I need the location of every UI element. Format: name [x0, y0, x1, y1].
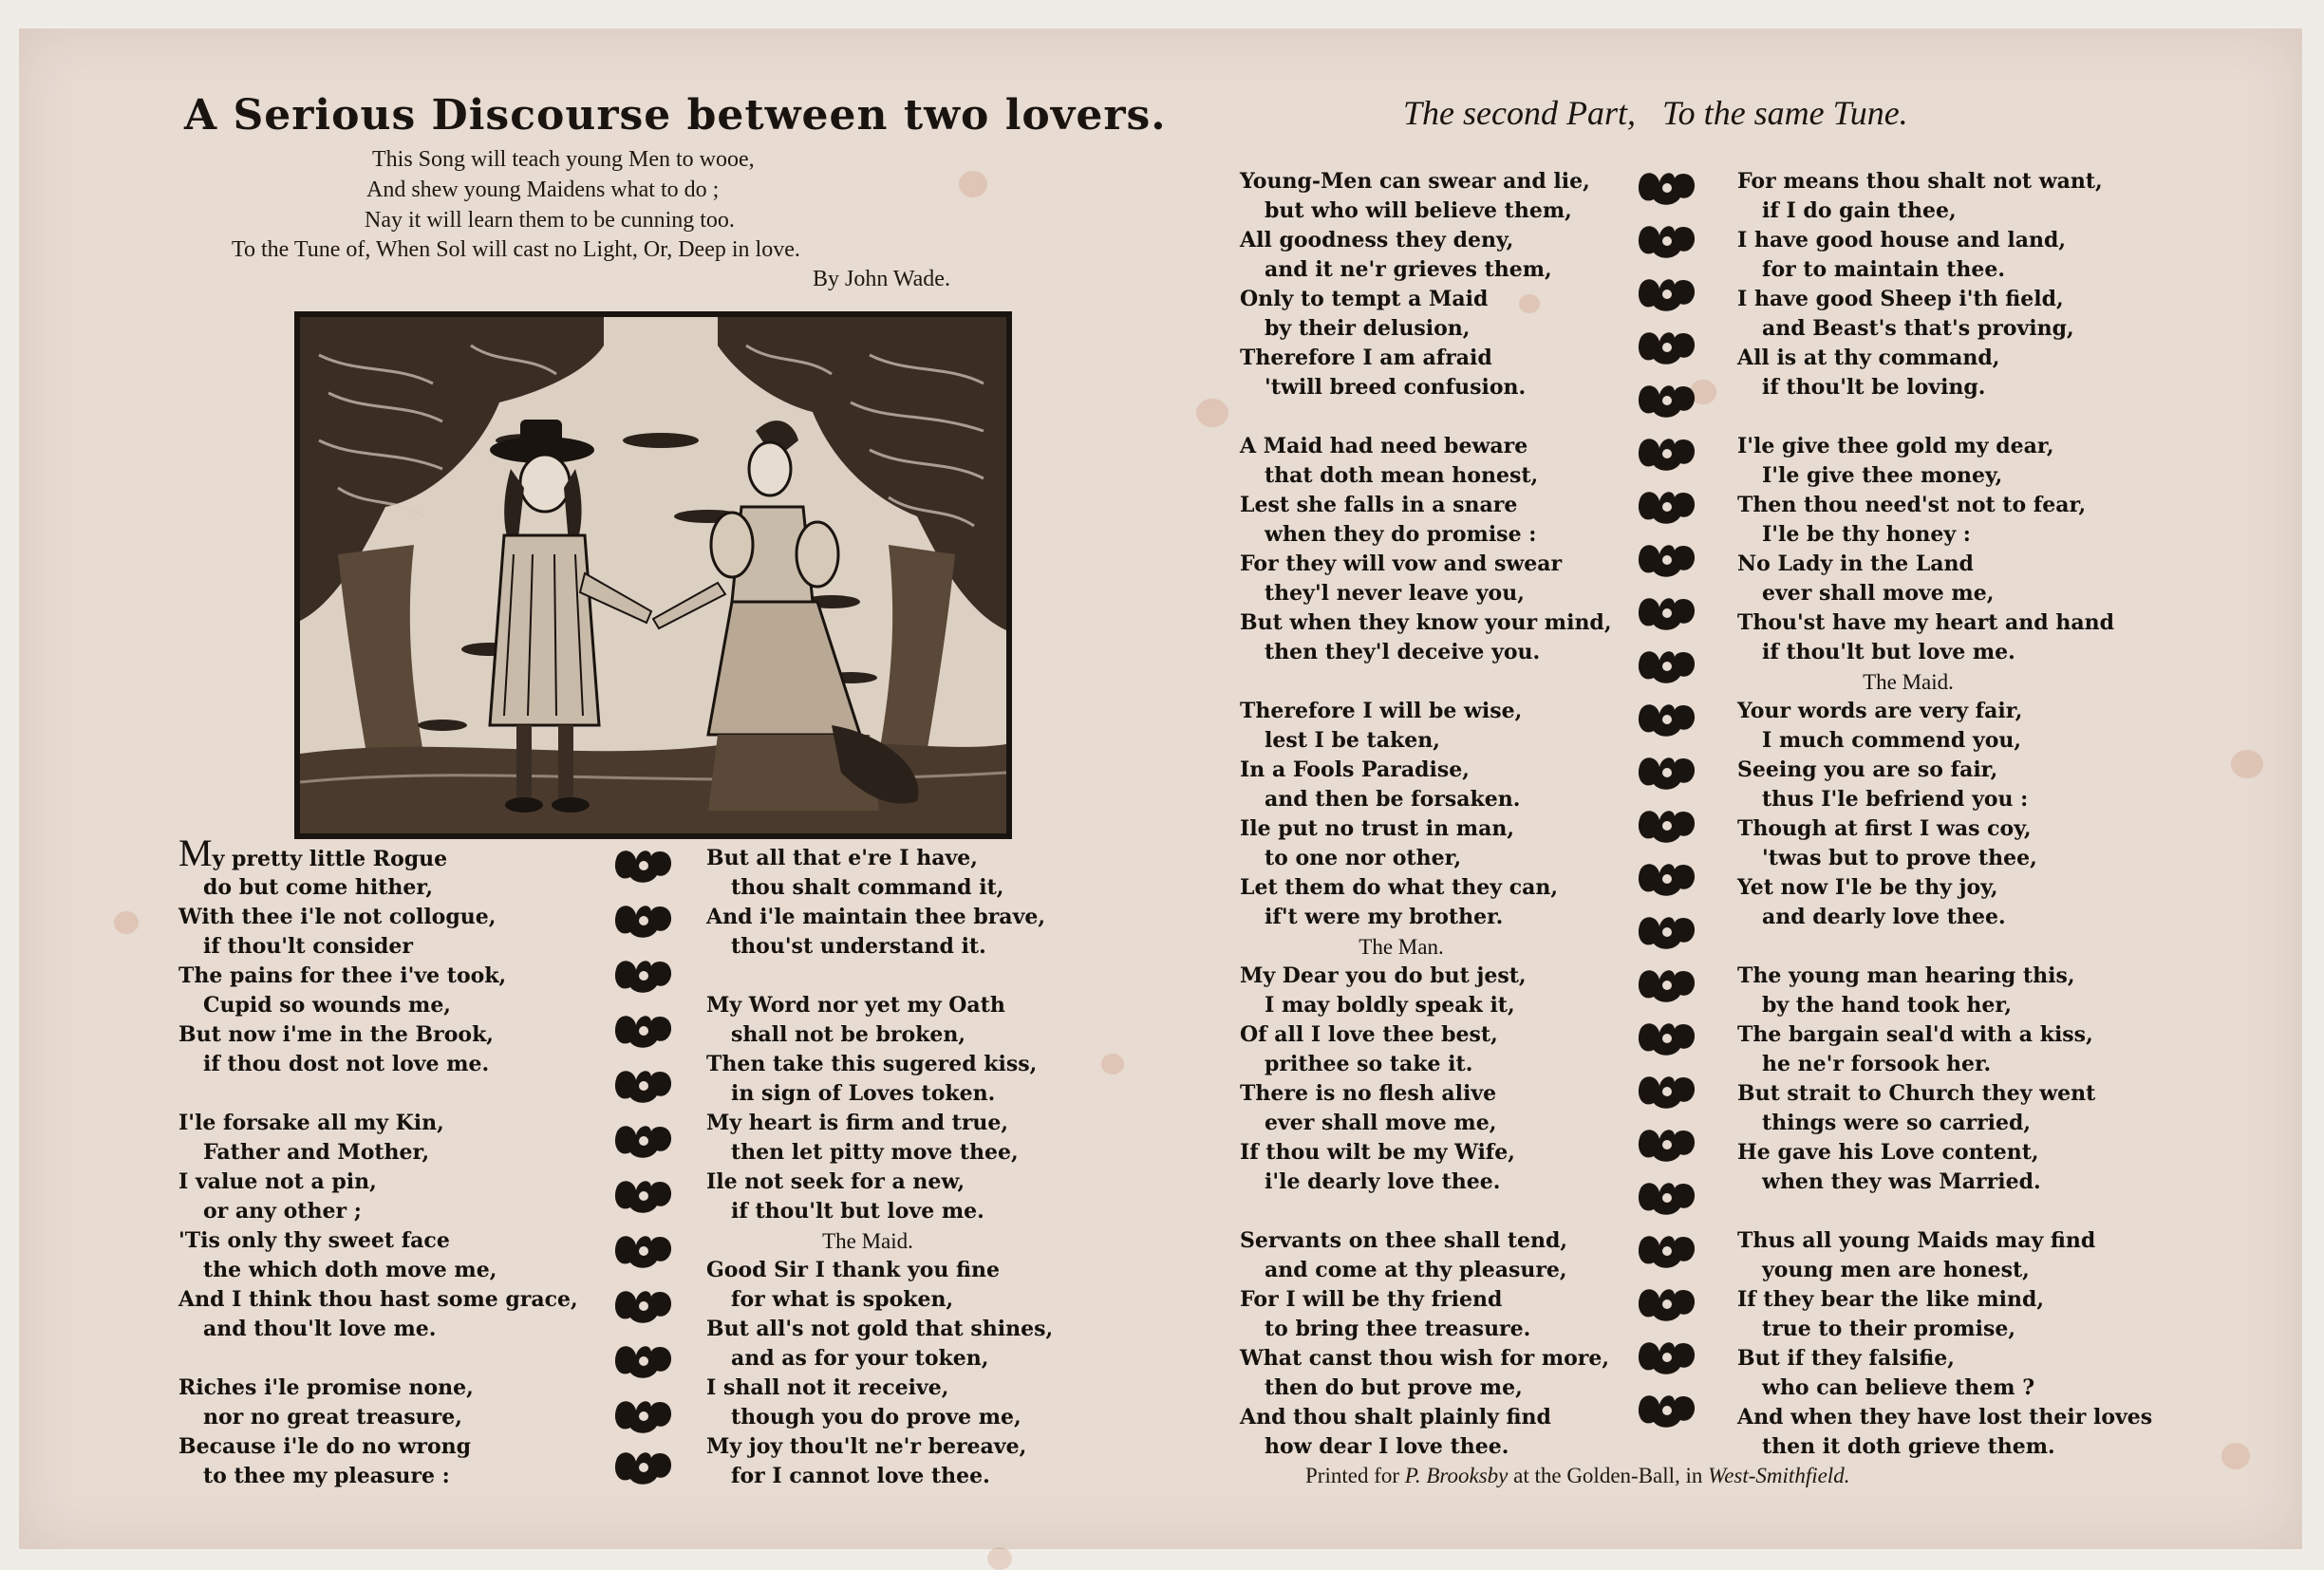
intro-line: And shew young Maidens what to do ;: [366, 178, 720, 202]
verse-line: to one nor other,: [1265, 846, 1462, 870]
verse-line: Then thou need'st not to fear,: [1737, 493, 2087, 517]
verse-line: I much commend you,: [1762, 728, 2022, 753]
drop-cap: M: [178, 832, 213, 874]
foxing-spot: [959, 171, 987, 197]
verse-line: But all's not gold that shines,: [706, 1317, 1054, 1341]
speaker-heading: The Maid.: [1863, 670, 1954, 694]
verse-line: the which doth move me,: [203, 1258, 497, 1282]
verse-line: and thou'lt love me.: [203, 1317, 437, 1341]
fleuron-ornament: [1637, 222, 1697, 262]
verse-line: If thou wilt be my Wife,: [1240, 1140, 1515, 1165]
verse-line: true to their promise,: [1762, 1317, 2015, 1341]
fleuron-ornament: [1637, 860, 1697, 900]
verse-line: But now i'me in the Brook,: [178, 1022, 494, 1047]
fleuron-ornament: [1637, 1338, 1697, 1378]
verse-line: What canst thou wish for more,: [1240, 1346, 1610, 1371]
verse-line: and come at thy pleasure,: [1265, 1258, 1567, 1282]
verse-line: but who will believe them,: [1265, 198, 1572, 223]
verse-line: Ile not seek for a new,: [706, 1169, 965, 1194]
verse-line: For I will be thy friend: [1240, 1287, 1503, 1312]
verse-line: and then be forsaken.: [1265, 787, 1521, 812]
fleuron-ornament: [613, 1397, 674, 1437]
verse-line: thou shalt command it,: [731, 875, 1004, 900]
verse-line: I'le give thee money,: [1762, 463, 2003, 488]
fleuron-ornament: [1637, 328, 1697, 368]
verse-line: Servants on thee shall tend,: [1240, 1228, 1568, 1253]
verse-line: Lest she falls in a snare: [1240, 493, 1518, 517]
intro-line: Nay it will learn them to be cunning too.: [365, 208, 735, 233]
stanza-gap: [706, 962, 1053, 991]
imprint-place: West-Smithfield.: [1708, 1464, 1850, 1487]
fleuron-ornament: [1637, 169, 1697, 209]
verse-line: to thee my pleasure :: [203, 1464, 450, 1488]
fleuron-ornament: [1637, 1179, 1697, 1219]
verse-line: Cupid so wounds me,: [203, 993, 451, 1018]
part-two-tune: To the same Tune.: [1661, 94, 1908, 132]
foxing-spot: [114, 911, 139, 934]
verse-line: Young-Men can swear and lie,: [1240, 169, 1590, 194]
verse-line: and it ne'r grieves them,: [1265, 257, 1552, 282]
verse-column-left-a: [178, 832, 578, 1491]
fleuron-ornament: [613, 1012, 674, 1052]
verse-line: With thee i'le not collogue,: [178, 905, 497, 929]
fleuron-ornament: [1637, 541, 1697, 581]
foxing-spot: [2221, 1443, 2250, 1469]
verse-line: 'twill breed confusion.: [1265, 375, 1527, 400]
verse-text: y pretty little Rogue: [212, 847, 448, 871]
verse-line: For means thou shalt not want,: [1737, 169, 2103, 194]
verse-line: I value not a pin,: [178, 1169, 377, 1194]
verse-line: when they do promise :: [1265, 522, 1537, 547]
verse-line: if thou'lt consider: [203, 934, 413, 959]
author-line: By John Wade.: [813, 267, 950, 291]
fleuron-ornament: [613, 1287, 674, 1327]
foxing-spot: [2231, 750, 2263, 778]
verse-line: A Maid had need beware: [1240, 434, 1528, 458]
stanza-gap: [1737, 1197, 2152, 1226]
verse-line: But if they falsifie,: [1737, 1346, 1955, 1371]
verse-line: My joy thou'lt ne'r bereave,: [706, 1434, 1027, 1459]
part-two-title: The second Part,: [1403, 94, 1636, 132]
fleuron-ornament: [1637, 1073, 1697, 1112]
fleuron-ornament: [1637, 913, 1697, 953]
verse-line: in sign of Loves token.: [731, 1081, 996, 1106]
fleuron-ornament: [1637, 1392, 1697, 1431]
intro-line: This Song will teach young Men to wooe,: [372, 147, 755, 172]
stanza-gap: [178, 1344, 578, 1374]
verse-line: thou'st understand it.: [731, 934, 986, 959]
verse-line: if thou dost not love me.: [203, 1052, 490, 1076]
fleuron-ornament: [1637, 435, 1697, 475]
foxing-spot: [987, 1547, 1012, 1570]
verse-column-right-a: [1240, 167, 1611, 1462]
verse-line: thus I'le befriend you :: [1762, 787, 2029, 812]
verse-line: for to maintain thee.: [1762, 257, 2006, 282]
verse-line: Thou'st have my heart and hand: [1737, 610, 2114, 635]
verse-line: But strait to Church they went: [1737, 1081, 2096, 1106]
fleuron-ornament: [613, 1067, 674, 1107]
fleuron-ornament: [613, 1232, 674, 1272]
verse-line: My heart is firm and true,: [706, 1111, 1009, 1135]
verse-line: and dearly love thee.: [1762, 905, 2006, 929]
verse-line: ever shall move me,: [1265, 1111, 1497, 1135]
verse-line: 'Tis only thy sweet face: [178, 1228, 450, 1253]
verse-line: Let them do what they can,: [1240, 875, 1559, 900]
verse-line: if I do gain thee,: [1762, 198, 1957, 223]
fleuron-ornament: [1637, 1285, 1697, 1325]
fleuron-ornament: [1637, 701, 1697, 740]
fleuron-ornament: [1637, 275, 1697, 315]
verse-line: No Lady in the Land: [1737, 551, 1974, 576]
verse-line: I'le forsake all my Kin,: [178, 1111, 444, 1135]
verse-line: I shall not it receive,: [706, 1375, 949, 1400]
verse-line: My Dear you do but jest,: [1240, 963, 1527, 988]
verse-line: I may boldly speak it,: [1265, 993, 1515, 1018]
stanza-gap: [1240, 402, 1611, 432]
imprint-address: at the Golden-Ball, in: [1513, 1464, 1703, 1487]
verse-line: or any other ;: [203, 1199, 362, 1224]
verse-line: for what is spoken,: [731, 1287, 954, 1312]
fleuron-ornament: [613, 1342, 674, 1382]
verse-line: if thou'lt but love me.: [731, 1199, 984, 1224]
verse-line: they'l never leave you,: [1265, 581, 1525, 606]
foxing-spot: [1196, 399, 1228, 427]
verse-line: things were so carried,: [1762, 1111, 2032, 1135]
verse-line: and as for your token,: [731, 1346, 989, 1371]
verse-line: and Beast's that's proving,: [1762, 316, 2074, 341]
ballad-title: A Serious Discourse between two lovers.: [184, 91, 1167, 140]
verse-line: Thus all young Maids may find: [1737, 1228, 2096, 1253]
verse-line: Father and Mother,: [203, 1140, 430, 1165]
verse-line: if thou'lt but love me.: [1762, 640, 2015, 664]
fleuron-ornament: [1637, 1019, 1697, 1059]
fleuron-ornament: [1637, 1126, 1697, 1166]
verse-line: shall not be broken,: [731, 1022, 966, 1047]
verse-line: All goodness they deny,: [1240, 228, 1514, 252]
verse-line: to bring thee treasure.: [1265, 1317, 1531, 1341]
verse-line: For they will vow and swear: [1240, 551, 1563, 576]
fleuron-ornament: [1637, 754, 1697, 794]
verse-line: how dear I love thee.: [1265, 1434, 1509, 1459]
verse-line: The bargain seal'd with a kiss,: [1737, 1022, 2093, 1047]
verse-line: that doth mean honest,: [1265, 463, 1539, 488]
fleuron-ornament: [613, 1449, 674, 1488]
verse-line: nor no great treasure,: [203, 1405, 462, 1430]
woodcut-image: [300, 317, 1006, 833]
verse-line: I have good Sheep i'th field,: [1737, 287, 2064, 311]
verse-line: And I think thou hast some grace,: [178, 1287, 578, 1312]
verse-column-right-b: [1737, 167, 2152, 1462]
stanza-gap: [1737, 402, 2152, 432]
verse-line: And i'le maintain thee brave,: [706, 905, 1046, 929]
verse-line: by their delusion,: [1265, 316, 1471, 341]
verse-line: though you do prove me,: [731, 1405, 1021, 1430]
verse-line: If they bear the like mind,: [1737, 1287, 2044, 1312]
verse-line: who can believe them ?: [1762, 1375, 2035, 1400]
speaker-heading: The Man.: [1359, 935, 1444, 959]
verse-line: for I cannot love thee.: [731, 1464, 990, 1488]
printer-imprint: [1305, 1464, 1849, 1488]
verse-line: Though at first I was coy,: [1737, 816, 2032, 841]
verse-line: There is no flesh alive: [1240, 1081, 1497, 1106]
verse-line: Riches i'le promise none,: [178, 1375, 474, 1400]
verse-line: And thou shalt plainly find: [1240, 1405, 1551, 1430]
fleuron-ornament: [613, 1177, 674, 1217]
verse-line: Only to tempt a Maid: [1240, 287, 1489, 311]
fleuron-ornament: [613, 1122, 674, 1162]
stanza-gap: [1240, 1197, 1611, 1226]
fleuron-ornament: [1637, 594, 1697, 634]
imprint-printer-name: P. Brooksby: [1404, 1464, 1509, 1487]
verse-line: then let pitty move thee,: [731, 1140, 1019, 1165]
verse-line: i'le dearly love thee.: [1265, 1169, 1501, 1194]
fleuron-ornament: [613, 902, 674, 942]
verse-line: Ile put no trust in man,: [1240, 816, 1514, 841]
verse-line: I have good house and land,: [1737, 228, 2067, 252]
verse-line: then do but prove me,: [1265, 1375, 1523, 1400]
ornament-column-left: [613, 847, 674, 1492]
foxing-spot: [1101, 1054, 1124, 1075]
verse-line: Good Sir I thank you fine: [706, 1258, 1001, 1282]
fleuron-ornament: [1637, 382, 1697, 421]
stanza-gap: [1737, 932, 2152, 962]
verse-line: Yet now I'le be thy joy,: [1737, 875, 1998, 900]
tune-line: To the Tune of, When Sol will cast no Light, Or, Deep in love.: [232, 237, 800, 262]
verse-line: young men are honest,: [1762, 1258, 2030, 1282]
verse-column-left-b: [706, 844, 1053, 1491]
verse-line: if thou'lt be loving.: [1762, 375, 1986, 400]
verse-line: then it doth grieve them.: [1762, 1434, 2055, 1459]
verse-line: But all that e're I have,: [706, 846, 978, 870]
fleuron-ornament: [1637, 488, 1697, 528]
verse-line: In a Fools Paradise,: [1240, 757, 1470, 782]
verse-line: by the hand took her,: [1762, 993, 2012, 1018]
stanza-gap: [178, 1079, 578, 1109]
verse-line: ever shall move me,: [1762, 581, 1995, 606]
verse-line: My Word nor yet my Oath: [706, 993, 1005, 1018]
verse-line: Your words are very fair,: [1737, 699, 2023, 723]
verse-line: lest I be taken,: [1265, 728, 1440, 753]
imprint-prefix: Printed for: [1305, 1464, 1400, 1487]
verse-line: Therefore I will be wise,: [1240, 699, 1523, 723]
fleuron-ornament: [613, 847, 674, 887]
verse-line: And when they have lost their loves: [1737, 1405, 2153, 1430]
verse-line: when they was Married.: [1762, 1169, 2041, 1194]
verse-line: [178, 832, 578, 874]
verse-line: Of all I love thee best,: [1240, 1022, 1498, 1047]
verse-line: 'twas but to prove thee,: [1762, 846, 2037, 870]
verse-line: prithee so take it.: [1265, 1052, 1473, 1076]
verse-line: if't were my brother.: [1265, 905, 1504, 929]
verse-line: he ne'r forsook her.: [1762, 1052, 1992, 1076]
fleuron-ornament: [1637, 647, 1697, 687]
verse-line: But when they know your mind,: [1240, 610, 1612, 635]
verse-line: The pains for thee i've took,: [178, 963, 507, 988]
verse-line: do but come hither,: [203, 875, 434, 900]
ornament-column-right: [1637, 169, 1697, 1460]
fleuron-ornament: [1637, 807, 1697, 847]
fleuron-ornament: [1637, 1232, 1697, 1272]
fleuron-ornament: [1637, 966, 1697, 1006]
verse-line: Because i'le do no wrong: [178, 1434, 472, 1459]
verse-line: Therefore I am afraid: [1240, 346, 1492, 370]
woodcut-illustration: [294, 311, 1012, 839]
verse-line: then they'l deceive you.: [1265, 640, 1541, 664]
verse-line: Then take this sugered kiss,: [706, 1052, 1038, 1076]
speaker-heading: The Maid.: [822, 1229, 913, 1253]
stanza-gap: [1240, 667, 1611, 697]
part-two-heading: [1403, 93, 1908, 133]
verse-line: I'le give thee gold my dear,: [1737, 434, 2054, 458]
verse-line: All is at thy command,: [1737, 346, 2000, 370]
verse-line: He gave his Love content,: [1737, 1140, 2039, 1165]
fleuron-ornament: [613, 957, 674, 997]
verse-line: Seeing you are so fair,: [1737, 757, 1998, 782]
verse-line: The young man hearing this,: [1737, 963, 2075, 988]
verse-line: I'le be thy honey :: [1762, 522, 1971, 547]
